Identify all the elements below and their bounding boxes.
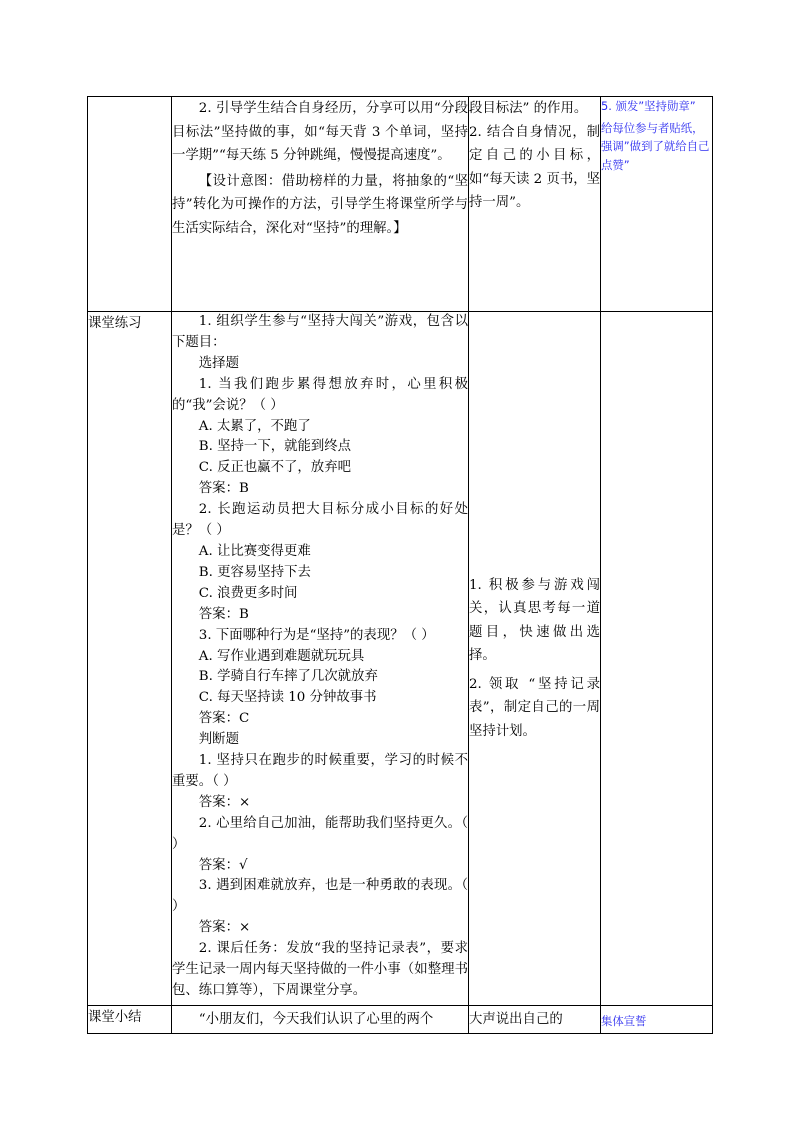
exercise-line: 1. 当我们跑步累得想放弃时，心里积极的“我”会说？（ ）: [172, 376, 468, 413]
exercise-line: 3. 下面哪种行为是“坚持”的表现？（ ）: [198, 627, 435, 643]
exercise-line: 答案：×: [198, 794, 251, 810]
lesson-plan-table: [87, 96, 713, 1034]
note-line: 给每位参与者贴纸，强调”做到了就给自己点赞”: [601, 120, 710, 172]
exercise-line: 选择题: [198, 355, 239, 371]
exercise-line: B. 更容易坚持下去: [198, 564, 311, 580]
exercise-line: 2. 长跑运动员把大目标分成小目标的好处是？（ ）: [172, 502, 468, 539]
teacher-activity-cell: [172, 97, 469, 312]
student-activity-cell: [469, 97, 601, 312]
stage-cell: [88, 312, 172, 1006]
student-paragraph: 大声说出自己的: [469, 1012, 563, 1027]
note-cell: [601, 312, 713, 1006]
exercise-line: 答案：C: [198, 711, 250, 727]
student-activity-cell: [469, 312, 601, 1006]
exercise-line: 2. 心里给自己加油，能帮助我们坚持更久。（ ）: [172, 815, 468, 852]
exercise-line: 答案：B: [198, 606, 249, 622]
exercise-line: B. 学骑自行车摔了几次就放弃: [198, 669, 378, 685]
stage-label: 课堂小结: [88, 1010, 142, 1025]
note-cell: [601, 1006, 713, 1034]
student-paragraph: 1. 积极参与游戏闯关，认真思考每一道题目，快速做出选择。: [469, 577, 600, 664]
summary-line: “小朋友们，今天我们认识了心里的两个: [198, 1012, 434, 1027]
note-line: 5. 颁发”坚持勋章”: [601, 99, 696, 113]
teacher-activity-cell: [172, 312, 469, 1006]
exercise-line: A. 太累了，不跑了: [198, 418, 311, 434]
student-paragraph: 段目标法” 的作用。: [469, 101, 588, 116]
exercise-line: 3. 遇到困难就放弃，也是一种勇敢的表现。（ ）: [172, 878, 468, 915]
design-intent-paragraph: 【设计意图：借助榜样的力量，将抽象的“坚持”转化为可操作的方法，引导学生将课堂所学与生活实际结合，深化对“坚持”的理解。】: [172, 173, 468, 236]
stage-label: 课堂练习: [88, 316, 142, 331]
exercise-line: C. 反正也赢不了，放弃吧: [198, 460, 351, 476]
exercise-line: 2. 课后任务：发放“我的坚持记录表”，要求学生记录一周内每天坚持做的一件小事（如整理书包、练口算等），下周课堂分享。: [172, 941, 468, 998]
note-line: 集体宣誓: [601, 1014, 647, 1028]
student-activity-cell: [469, 1006, 601, 1034]
exercise-line: A. 让比赛变得更难: [198, 543, 311, 559]
note-cell: [601, 97, 713, 312]
table-row: [88, 312, 713, 1006]
student-paragraph: 2. 领取 “坚持记录表”，制定自己的一周坚持计划。: [469, 676, 600, 739]
exercise-line: 答案：B: [198, 481, 249, 497]
exercise-line: 判断题: [198, 732, 239, 748]
exercise-line: 答案：×: [198, 920, 251, 936]
teacher-activity-cell: [172, 1006, 469, 1034]
stage-cell: [88, 1006, 172, 1034]
teacher-paragraph: 2. 引导学生结合自身经历，分享可以用“分段目标法”坚持做的事，如“每天背 3 个单词，坚持一学期”“每天练 5 分钟跳绳，慢慢提高速度”。: [172, 101, 468, 163]
student-paragraph: 2. 结合自身情况，制定自己的小目标，如“每天读 2 页书，坚持一周”。: [469, 124, 601, 210]
exercise-line: B. 坚持一下，就能到终点: [198, 439, 352, 455]
table-row: [88, 97, 713, 312]
exercise-line: 答案：√: [198, 857, 248, 873]
exercise-line: C. 每天坚持读 10 分钟故事书: [198, 690, 377, 706]
exercise-line: 1. 坚持只在跑步的时候重要，学习的时候不重要。（ ）: [172, 753, 468, 789]
exercise-line: C. 浪费更多时间: [198, 585, 298, 601]
exercise-line: 1. 组织学生参与“坚持大闯关”游戏，包含以下题目：: [172, 314, 468, 350]
table-row: [88, 1006, 713, 1034]
exercise-line: A. 写作业遇到难题就玩玩具: [198, 648, 365, 664]
stage-cell: [88, 97, 172, 312]
